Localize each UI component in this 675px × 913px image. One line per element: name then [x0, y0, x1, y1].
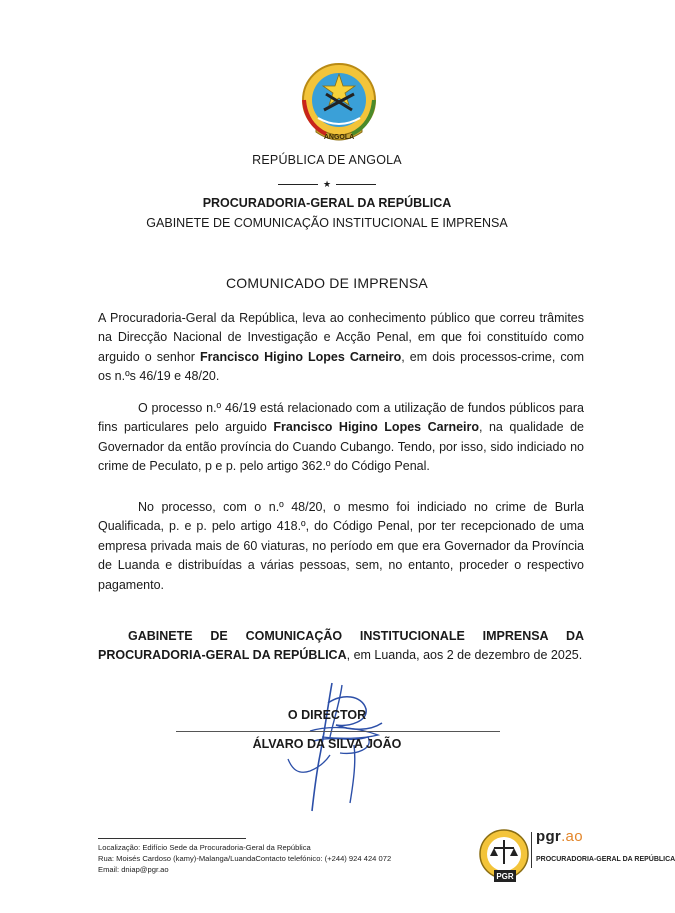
footer-email: Email: dniap@pgr.ao — [98, 865, 169, 874]
footer-contact — [98, 842, 391, 875]
angola-emblem-icon — [296, 60, 382, 146]
defendant-name: Francisco Higino Lopes Carneiro — [273, 420, 479, 435]
emblem-label: ANGOLA — [323, 134, 355, 141]
paragraph-1: A Procuradoria-Geral da República, leva ao conhecimento público que correu trâmites na Direcção Nacional de Investigação e Acção Penal, em que foi constituído como arguido o senhor Francisco Higino Lopes Carneiro, em dois processos-crime, com os n.ºs 46/19 e 48/20. — [98, 311, 584, 384]
header-separator — [0, 180, 654, 189]
brand-divider — [531, 832, 532, 868]
defendant-name: Francisco Higino Lopes Carneiro — [200, 349, 402, 364]
signature-line — [176, 731, 500, 732]
republic-heading: REPÚBLICA DE ANGOLA — [252, 153, 402, 167]
office-title: GABINETE DE COMUNICAÇÃO INSTITUCIONAL E IMPRENSA — [146, 216, 508, 230]
document-title: COMUNICADO DE IMPRENSA — [226, 275, 428, 291]
seal-label: PGR — [496, 872, 514, 881]
brand-subtitle: PROCURADORIA-GERAL DA REPÚBLICA — [536, 856, 675, 863]
pgr-seal-icon — [478, 828, 530, 886]
brand-domain: pgr.ao — [536, 828, 583, 845]
signatory-name: ÁLVARO DA SILVA JOÃO — [252, 737, 402, 751]
institution-title: PROCURADORIA-GERAL DA REPÚBLICA — [202, 196, 452, 210]
paragraph-2: O processo n.º 46/19 está relacionado com a utilização de fundos públicos para fins particulares pelo arguido Francisco Higino Lopes Carneiro, na qualidade de Governador da então província do Cuando Cubango. Tendo, por isso, sido indiciado no crime de Peculato, p e p. pelo artigo 362.º do Código Penal. — [98, 401, 584, 474]
footer-divider — [98, 838, 246, 839]
footer-address: Rua: Moisés Cardoso (kamy)-Malanga/LuandaContacto telefónico: (+244) 924 424 072 — [98, 854, 392, 863]
separator-star-icon: ★ — [322, 179, 332, 189]
footer-location: Localização: Edifício Sede da Procuradoria-Geral da República — [98, 843, 311, 852]
closing-statement: GABINETE DE COMUNICAÇÃO INSTITUCIONALE IMPRENSA DA PROCURADORIA-GERAL DA REPÚBLICA, em Luanda, aos 2 de dezembro de 2025. — [98, 629, 584, 663]
paragraph-3: No processo, com o n.º 48/20, o mesmo foi indiciado no crime de Burla Qualificada, p. e p. pelo artigo 418.º, do Código Penal, por ter recepcionado de uma empresa privada mais de 60 viaturas, no período em que era Governador da Província de Luanda e distribuídas a várias pessoas, sem, no entanto, proceder o respectivo pagamento. — [98, 500, 584, 592]
signatory-title: O DIRECTOR — [287, 708, 367, 722]
